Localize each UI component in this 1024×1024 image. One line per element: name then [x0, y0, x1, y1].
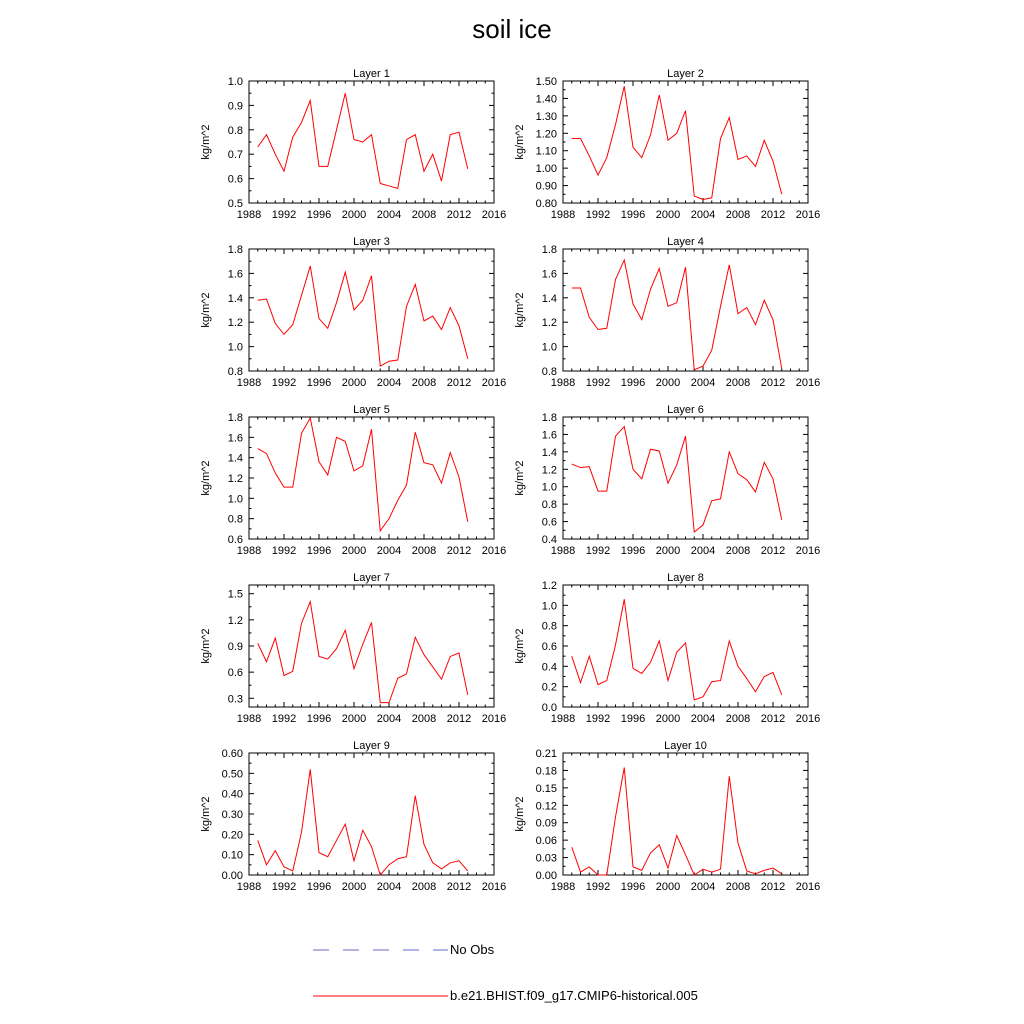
y-tick-label: 1.4: [541, 292, 557, 305]
x-tick-label: 2008: [725, 713, 751, 725]
x-tick-label: 1996: [306, 377, 332, 389]
x-tick-label: 1992: [585, 713, 611, 725]
y-tick-label: 0.9: [227, 641, 243, 653]
y-axis-label: kg/m^2: [200, 628, 212, 664]
x-tick-label: 1988: [236, 377, 262, 389]
x-tick-label: 1996: [306, 713, 332, 725]
panel-title: Layer 5: [353, 404, 390, 416]
y-tick-label: 0.21: [535, 748, 557, 760]
y-tick-label: 0.8: [227, 366, 243, 378]
x-tick-label: 2016: [481, 545, 507, 557]
x-tick-label: 1996: [620, 377, 646, 389]
x-tick-label: 2000: [655, 713, 681, 725]
y-tick-label: 1.0: [541, 600, 557, 613]
y-axis-label: kg/m^2: [200, 124, 212, 160]
x-tick-label: 2016: [795, 377, 821, 389]
x-tick-label: 2012: [446, 209, 472, 221]
x-tick-label: 1988: [236, 545, 262, 557]
y-tick-label: 1.2: [541, 464, 557, 477]
series-line: [258, 602, 468, 703]
y-tick-label: 1.2: [227, 473, 243, 485]
y-tick-label: 1.20: [535, 128, 557, 141]
plot-frame: [249, 249, 494, 371]
panel-title: Layer 4: [667, 236, 704, 248]
y-tick-label: 0.3: [227, 693, 243, 706]
chart-panel-layer-4: [514, 236, 820, 389]
panel-title: Layer 7: [353, 572, 390, 584]
x-tick-label: 2008: [411, 377, 437, 389]
y-tick-label: 1.8: [541, 244, 557, 256]
legend: [313, 950, 448, 996]
y-tick-label: 1.0: [227, 76, 243, 88]
panel-title: Layer 3: [353, 236, 390, 248]
y-tick-label: 1.6: [227, 432, 243, 445]
panel-title: Layer 8: [667, 572, 704, 584]
y-tick-label: 1.6: [541, 429, 557, 442]
chart-panel-layer-10: [514, 740, 820, 893]
y-axis-label: kg/m^2: [514, 292, 526, 328]
legend-model-label: b.e21.BHIST.f09_g17.CMIP6-historical.005: [450, 988, 698, 1003]
y-tick-label: 0.9: [227, 100, 243, 113]
x-tick-label: 1992: [585, 209, 611, 221]
y-tick-label: 0.10: [221, 849, 243, 862]
plot-frame: [563, 81, 808, 203]
x-tick-label: 1996: [620, 713, 646, 725]
plot-frame: [249, 753, 494, 875]
series-line: [572, 86, 782, 199]
y-axis-label: kg/m^2: [200, 796, 212, 832]
y-tick-label: 1.2: [227, 614, 243, 627]
panel-title: Layer 2: [667, 68, 704, 80]
x-tick-label: 1988: [236, 209, 262, 221]
x-tick-label: 2016: [795, 545, 821, 557]
x-tick-label: 2008: [725, 209, 751, 221]
y-tick-label: 0.20: [221, 829, 243, 842]
x-tick-label: 2012: [446, 713, 472, 725]
x-tick-label: 1988: [550, 209, 576, 221]
series-line: [258, 93, 468, 188]
x-tick-label: 2000: [655, 545, 681, 557]
x-tick-label: 2016: [481, 881, 507, 893]
y-axis-label: kg/m^2: [200, 292, 212, 328]
figure-title: soil ice: [472, 14, 552, 44]
y-tick-label: 1.6: [227, 268, 243, 281]
series-line: [572, 260, 782, 370]
x-tick-label: 1992: [271, 209, 297, 221]
x-tick-label: 1988: [236, 713, 262, 725]
x-tick-label: 2016: [481, 713, 507, 725]
y-tick-label: 0.0: [541, 702, 557, 714]
y-tick-label: 0.6: [227, 173, 243, 186]
panel-title: Layer 9: [353, 740, 390, 752]
x-tick-label: 2000: [341, 545, 367, 557]
series-line: [572, 768, 782, 875]
x-tick-label: 2004: [690, 881, 716, 893]
chart-panel-layer-2: [514, 68, 820, 221]
x-tick-label: 1996: [306, 209, 332, 221]
y-tick-label: 0.5: [227, 198, 243, 210]
x-tick-label: 1988: [236, 881, 262, 893]
y-tick-label: 0.03: [535, 852, 557, 865]
x-tick-label: 2012: [446, 377, 472, 389]
x-tick-label: 2000: [341, 713, 367, 725]
x-tick-label: 2000: [655, 209, 681, 221]
y-axis-label: kg/m^2: [514, 460, 526, 496]
series-line: [572, 427, 782, 532]
plot-frame: [249, 81, 494, 203]
x-tick-label: 2004: [376, 209, 402, 221]
y-tick-label: 0.8: [541, 620, 557, 633]
panel-title: Layer 6: [667, 404, 704, 416]
x-tick-label: 2004: [376, 377, 402, 389]
x-tick-label: 1992: [585, 377, 611, 389]
x-tick-label: 1992: [271, 545, 297, 557]
y-tick-label: 0.80: [535, 198, 557, 210]
y-tick-label: 1.2: [541, 580, 557, 592]
y-tick-label: 1.8: [227, 244, 243, 256]
y-axis-label: kg/m^2: [514, 796, 526, 832]
x-tick-label: 1988: [550, 377, 576, 389]
y-tick-label: 0.7: [227, 149, 243, 162]
y-tick-label: 0.4: [541, 534, 557, 546]
legend-obs-label: No Obs: [450, 942, 495, 957]
y-tick-label: 0.8: [541, 499, 557, 512]
x-tick-label: 2004: [690, 377, 716, 389]
y-tick-label: 1.40: [535, 93, 557, 106]
chart-panel-layer-6: [514, 404, 820, 557]
series-line: [572, 599, 782, 700]
x-tick-label: 2012: [446, 545, 472, 557]
y-tick-label: 0.6: [227, 534, 243, 546]
x-tick-label: 1996: [620, 545, 646, 557]
x-tick-label: 2008: [411, 545, 437, 557]
y-tick-label: 0.90: [535, 180, 557, 193]
x-tick-label: 2000: [341, 881, 367, 893]
y-tick-label: 0.06: [535, 835, 557, 848]
y-tick-label: 1.00: [535, 163, 557, 176]
x-tick-label: 1996: [306, 881, 332, 893]
y-tick-label: 1.8: [541, 412, 557, 424]
y-tick-label: 1.0: [227, 341, 243, 354]
y-tick-label: 1.10: [535, 145, 557, 158]
x-tick-label: 2004: [690, 545, 716, 557]
x-tick-label: 2016: [795, 713, 821, 725]
plot-frame: [249, 585, 494, 707]
x-tick-label: 2016: [795, 209, 821, 221]
y-tick-label: 0.00: [535, 870, 557, 882]
y-tick-label: 0.6: [227, 667, 243, 680]
y-tick-label: 0.6: [541, 516, 557, 529]
y-tick-label: 1.0: [541, 481, 557, 494]
y-tick-label: 0.4: [541, 661, 557, 674]
x-tick-label: 2008: [411, 881, 437, 893]
chart-panels: [200, 68, 820, 893]
y-tick-label: 0.60: [221, 748, 243, 760]
x-tick-label: 2000: [655, 377, 681, 389]
x-tick-label: 2004: [376, 713, 402, 725]
y-axis-label: kg/m^2: [200, 460, 212, 496]
y-tick-label: 0.50: [221, 768, 243, 781]
x-tick-label: 2004: [690, 713, 716, 725]
x-tick-label: 1996: [620, 881, 646, 893]
x-tick-label: 2012: [760, 545, 786, 557]
x-tick-label: 2008: [725, 881, 751, 893]
y-tick-label: 0.18: [535, 765, 557, 778]
x-tick-label: 2004: [690, 209, 716, 221]
x-tick-label: 2008: [411, 209, 437, 221]
panel-title: Layer 10: [664, 740, 707, 752]
x-tick-label: 2016: [795, 881, 821, 893]
y-axis-label: kg/m^2: [514, 628, 526, 664]
x-tick-label: 2004: [376, 545, 402, 557]
x-tick-label: 1988: [550, 545, 576, 557]
y-tick-label: 0.30: [221, 809, 243, 821]
panel-title: Layer 1: [353, 68, 390, 80]
chart-panel-layer-7: [200, 572, 506, 725]
series-line: [258, 418, 468, 531]
y-tick-label: 0.40: [221, 788, 243, 801]
x-tick-label: 2016: [481, 377, 507, 389]
x-tick-label: 2008: [411, 713, 437, 725]
y-tick-label: 0.8: [227, 124, 243, 137]
x-tick-label: 1996: [620, 209, 646, 221]
y-tick-label: 1.4: [227, 452, 243, 465]
x-tick-label: 2004: [376, 881, 402, 893]
x-tick-label: 2008: [725, 545, 751, 557]
x-tick-label: 2000: [341, 377, 367, 389]
x-tick-label: 2012: [760, 881, 786, 893]
y-tick-label: 1.4: [541, 446, 557, 459]
x-tick-label: 2000: [655, 881, 681, 893]
y-tick-label: 1.0: [227, 493, 243, 506]
x-tick-label: 2012: [760, 377, 786, 389]
y-tick-label: 1.6: [541, 268, 557, 281]
y-tick-label: 1.4: [227, 292, 243, 305]
y-tick-label: 1.2: [227, 317, 243, 330]
y-tick-label: 0.2: [541, 681, 557, 694]
y-tick-label: 0.15: [535, 782, 557, 795]
y-tick-label: 0.12: [535, 800, 557, 813]
y-tick-label: 0.00: [221, 870, 243, 882]
x-tick-label: 2012: [446, 881, 472, 893]
y-tick-label: 0.8: [227, 513, 243, 526]
y-axis-label: kg/m^2: [514, 124, 526, 160]
x-tick-label: 2012: [760, 209, 786, 221]
y-tick-label: 0.09: [535, 817, 557, 830]
x-tick-label: 1988: [550, 713, 576, 725]
y-tick-label: 1.2: [541, 317, 557, 330]
x-tick-label: 2012: [760, 713, 786, 725]
y-tick-label: 1.30: [535, 110, 557, 123]
chart-panel-layer-3: [200, 236, 506, 389]
plot-frame: [563, 417, 808, 539]
chart-panel-layer-8: [514, 572, 820, 725]
y-tick-label: 1.5: [227, 588, 243, 601]
chart-panel-layer-9: [200, 740, 506, 893]
series-line: [258, 266, 468, 366]
series-line: [258, 769, 468, 875]
plot-frame: [563, 753, 808, 875]
x-tick-label: 1992: [585, 545, 611, 557]
x-tick-label: 1992: [585, 881, 611, 893]
y-tick-label: 1.0: [541, 341, 557, 354]
y-tick-label: 1.8: [227, 412, 243, 424]
x-tick-label: 1992: [271, 377, 297, 389]
y-tick-label: 0.6: [541, 641, 557, 653]
plot-frame: [249, 417, 494, 539]
chart-panel-layer-5: [200, 404, 506, 557]
x-tick-label: 1996: [306, 545, 332, 557]
x-tick-label: 1992: [271, 713, 297, 725]
x-tick-label: 1988: [550, 881, 576, 893]
x-tick-label: 2000: [341, 209, 367, 221]
y-tick-label: 1.50: [535, 76, 557, 88]
x-tick-label: 2008: [725, 377, 751, 389]
chart-panel-layer-1: [200, 68, 506, 221]
y-tick-label: 0.8: [541, 366, 557, 378]
x-tick-label: 1992: [271, 881, 297, 893]
x-tick-label: 2016: [481, 209, 507, 221]
